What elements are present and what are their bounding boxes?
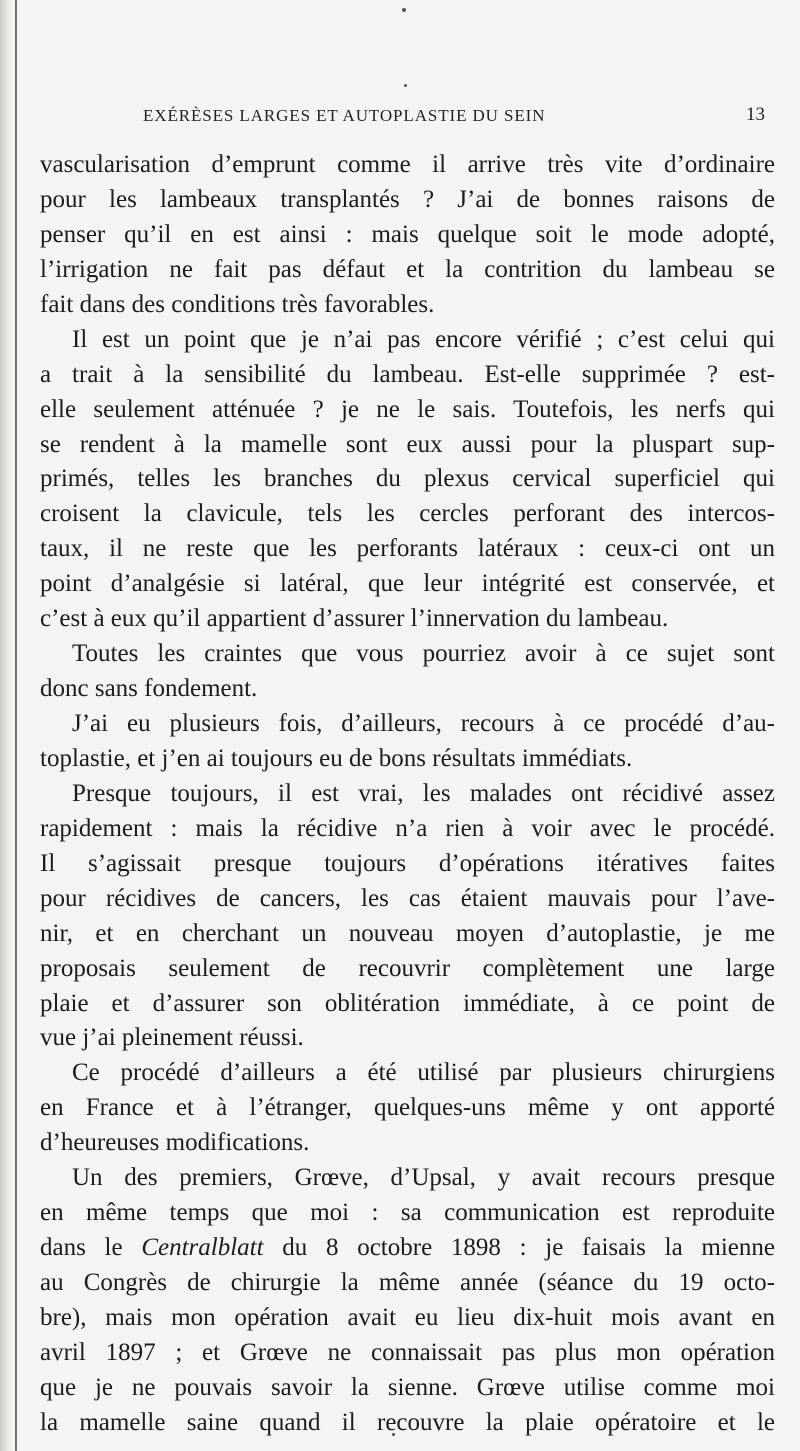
page-binding-line <box>15 0 17 1451</box>
text-line: taux, il ne reste que les perforants latéraux : ceux-ci ont un <box>40 535 775 563</box>
text-line: J’ai eu plusieurs fois, d’ailleurs, recours à ce procédé d’au- <box>72 710 775 737</box>
text-line: bre), mais mon opération avait eu lieu dix-huit mois avant en <box>40 1303 775 1331</box>
text-line: primés, telles les branches du plexus cervical superficiel qui <box>40 465 775 493</box>
text-line: nir, et en cherchant un nouveau moyen d’autoplastie, je me <box>40 919 775 947</box>
body-text <box>40 148 775 1441</box>
text-line: elle seulement atténuée ? je ne le sais. Toutefois, les nerfs qui <box>40 395 775 423</box>
text-line: donc sans fondement. <box>40 675 258 703</box>
text-line: c’est à eux qu’il appartient d’assurer l’innervation du lambeau. <box>40 605 669 633</box>
text-line: rapidement : mais la récidive n’a rien à voir avec le procédé. <box>40 814 775 842</box>
text-line: plaie et d’assurer son oblitération immédiate, à ce point de <box>40 989 775 1017</box>
text-line: Ce procédé d’ailleurs a été utilisé par plusieurs chirurgiens <box>72 1059 775 1087</box>
page-scan-edge <box>0 0 12 1451</box>
text-line: d’heureuses modifications. <box>40 1129 310 1157</box>
text-line: que je ne pouvais savoir la sienne. Grœve utilise comme moi <box>40 1373 775 1401</box>
text-line: a trait à la sensibilité du lambeau. Est-elle supprimée ? est- <box>40 360 775 388</box>
text-line: Un des premiers, Grœve, d’Upsal, y avait recours presque <box>72 1164 775 1192</box>
text-line: Il est un point que je n’ai pas encore vérifié ; c’est celui qui <box>72 325 775 353</box>
text-line: pour les lambeaux transplantés ? J’ai de bonnes raisons de <box>40 185 775 213</box>
text-line: Presque toujours, il est vrai, les malades ont récidivé assez <box>72 779 775 807</box>
text-line: au Congrès de chirurgie la même année (séance du 19 octo- <box>40 1269 775 1296</box>
text-line: pour récidives de cancers, les cas étaient mauvais pour l’ave- <box>40 884 775 912</box>
page-number: 13 <box>746 104 765 125</box>
text-line: Toutes les craintes que vous pourriez avoir à ce sujet sont <box>72 640 775 668</box>
text-line: vue j’ai pleinement réussi. <box>40 1024 304 1052</box>
text-line: toplastie, et j’en ai toujours eu de bons résultats immédiats. <box>40 744 633 772</box>
text-line: en France et à l’étranger, quelques-uns même y ont apporté <box>40 1094 775 1122</box>
text-line: la mamelle saine quand il recouvre la plaie opératoire et le <box>40 1408 775 1436</box>
text-line: fait dans des conditions très favorables. <box>40 290 435 318</box>
text-line: penser qu’il en est ainsi : mais quelque soit le mode adopté, <box>40 220 775 248</box>
journal-title: Centralblatt <box>141 1234 264 1262</box>
text-line: en même temps que moi : sa communication est reproduite <box>40 1199 775 1227</box>
text-line: vascularisation d’emprunt comme il arrive très vite d’ordinaire <box>40 151 775 178</box>
text-line: proposais seulement de recouvrir complètement une large <box>40 954 775 982</box>
text-line: point d’analgésie si latéral, que leur intégrité est conservée, et <box>40 570 775 598</box>
text-line: dans le Centralblatt du 8 octobre 1898 : je faisais la mienne <box>40 1234 775 1262</box>
page-header <box>0 0 800 150</box>
text-line: l’irrigation ne fait pas défaut et la contrition du lambeau se <box>40 255 775 283</box>
text-line: se rendent à la mamelle sont eux aussi pour la pluspart sup- <box>40 430 775 458</box>
text-line: avril 1897 ; et Grœve ne connaissait pas plus mon opération <box>40 1338 775 1366</box>
text-line: croisent la clavicule, tels les cercles perforant des intercos- <box>40 500 775 528</box>
text-line: Il s’agissait presque toujours d’opérations itératives faites <box>40 849 775 877</box>
running-title: EXÉRÈSES LARGES ET AUTOPLASTIE DU SEIN <box>143 106 546 125</box>
